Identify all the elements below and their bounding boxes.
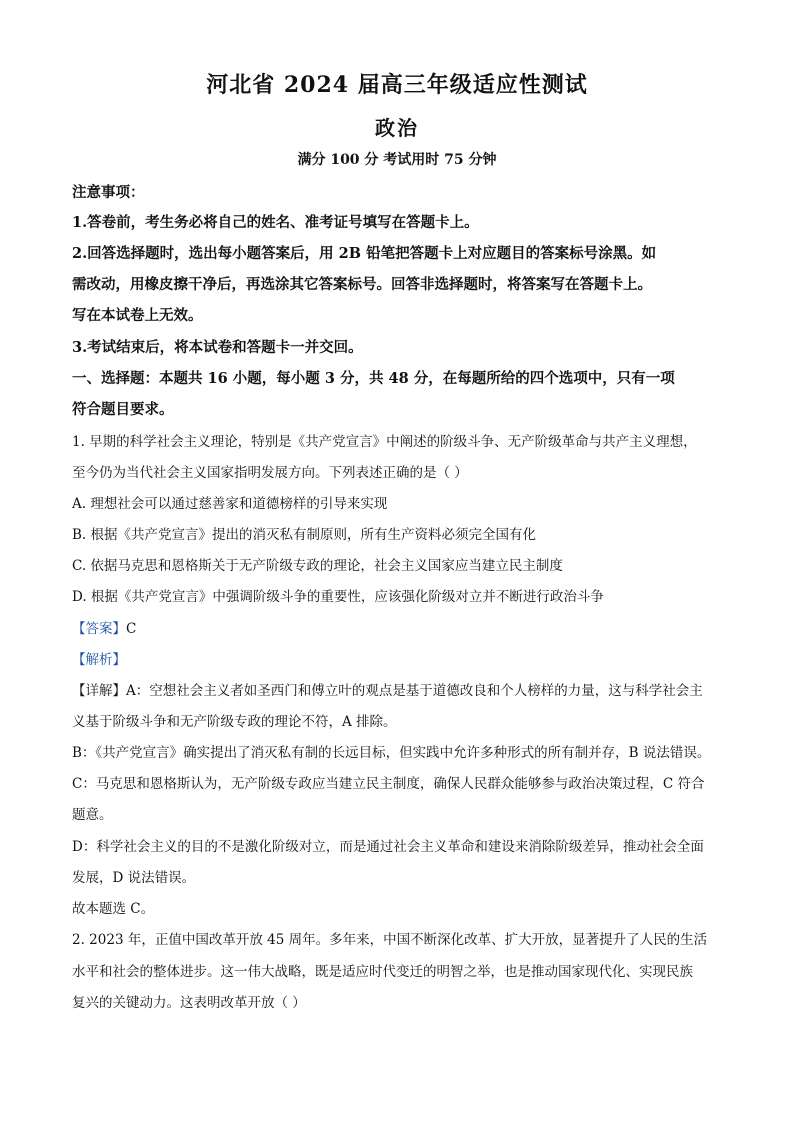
q2-stem-line-2: 水平和社会的整体进步。这一伟大战略，既是适应时代变迁的明智之举，也是推动国家现代化、实现民族 bbox=[72, 964, 693, 980]
exam-info: 满分 100 分 考试用时 75 分钟 bbox=[297, 152, 497, 168]
q2-stem-line-1: 2. 2023 年，正值中国改革开放 45 周年。多年来，中国不断深化改革、扩大开放，显著提升了人民的生活 bbox=[72, 932, 708, 948]
notice-item-1: 1.答卷前，考生务必将自己的姓名、准考证号填写在答题卡上。 bbox=[72, 214, 479, 231]
q1-detail-d-line-2: 发展，D 说法错误。 bbox=[72, 870, 196, 886]
notice-item-2-line-1: 2.回答选择题时，选出每小题答案后，用 2B 铅笔把答题卡上对应题目的答案标号涂黑。如 bbox=[72, 245, 657, 262]
q1-detail-b: B：《共产党宣言》确实提出了消灭私有制的长远目标，但实践中允许多种形式的所有制并存，B 说法错误。 bbox=[72, 745, 711, 761]
q1-conclusion: 故本题选 C。 bbox=[72, 901, 155, 917]
q1-detail-a-line-1 bbox=[72, 681, 732, 701]
detail-tag: 【详解】 bbox=[72, 683, 126, 699]
notice-item-2-line-2: 需改动，用橡皮擦干净后，再选涂其它答案标号。回答非选择题时，将答案写在答题卡上。 bbox=[72, 276, 652, 293]
notice-heading: 注意事项： bbox=[72, 184, 145, 201]
detail-a-text: A：空想社会主义者如圣西门和傅立叶的观点是基于道德改良和个人榜样的力量，这与科学社会主 bbox=[126, 683, 703, 699]
q1-detail-c-line-2: 题意。 bbox=[72, 807, 113, 823]
exam-title: 河北省 2024 届高三年级适应性测试 bbox=[206, 72, 588, 98]
q1-detail-a-line-2: 义基于阶级斗争和无产阶级专政的理论不符，A 排除。 bbox=[72, 714, 397, 730]
q1-detail-c-line-1: C：马克思和恩格斯认为，无产阶级专政应当建立民主制度，确保人民群众能够参与政治决策过程，C 符合 bbox=[72, 776, 705, 792]
q2-stem-line-3: 复兴的关键动力。这表明改革开放（ ） bbox=[72, 995, 306, 1011]
q1-answer bbox=[72, 619, 732, 639]
section-heading-line-1: 一、选择题：本题共 16 小题，每小题 3 分，共 48 分，在每题所给的四个选项中，只有一项 bbox=[72, 370, 675, 387]
notice-item-3: 3.考试结束后，将本试卷和答题卡一并交回。 bbox=[72, 339, 363, 356]
q1-detail-d-line-1: D：科学社会主义的目的不是激化阶级对立，而是通过社会主义革命和建设来消除阶级差异，推动社会全面 bbox=[72, 839, 704, 855]
subject-title: 政治 bbox=[375, 116, 419, 140]
answer-value: C bbox=[126, 621, 137, 637]
q1-option-a: A. 理想社会可以通过慈善家和道德榜样的引导来实现 bbox=[72, 496, 388, 512]
q1-option-c: C. 依据马克思和恩格斯关于无产阶级专政的理论，社会主义国家应当建立民主制度 bbox=[72, 558, 563, 574]
q1-stem-line-2: 至今仍为当代社会主义国家指明发展方向。下列表述正确的是（ ） bbox=[72, 465, 468, 481]
q1-analysis-tag bbox=[72, 650, 732, 670]
analysis-tag: 【解析】 bbox=[72, 652, 126, 668]
q1-stem-line-1: 1. 早期的科学社会主义理论，特别是《共产党宣言》中阐述的阶级斗争、无产阶级革命与共产主义理想， bbox=[72, 434, 697, 450]
q1-option-b: B. 根据《共产党宣言》提出的消灭私有制原则，所有生产资料必须完全国有化 bbox=[72, 527, 537, 543]
notice-item-2-line-3: 写在本试卷上无效。 bbox=[72, 307, 203, 324]
section-heading-line-2: 符合题目要求。 bbox=[72, 401, 174, 418]
answer-tag: 【答案】 bbox=[72, 621, 126, 637]
q1-option-d: D. 根据《共产党宣言》中强调阶级斗争的重要性，应该强化阶级对立并不断进行政治斗争 bbox=[72, 589, 604, 605]
